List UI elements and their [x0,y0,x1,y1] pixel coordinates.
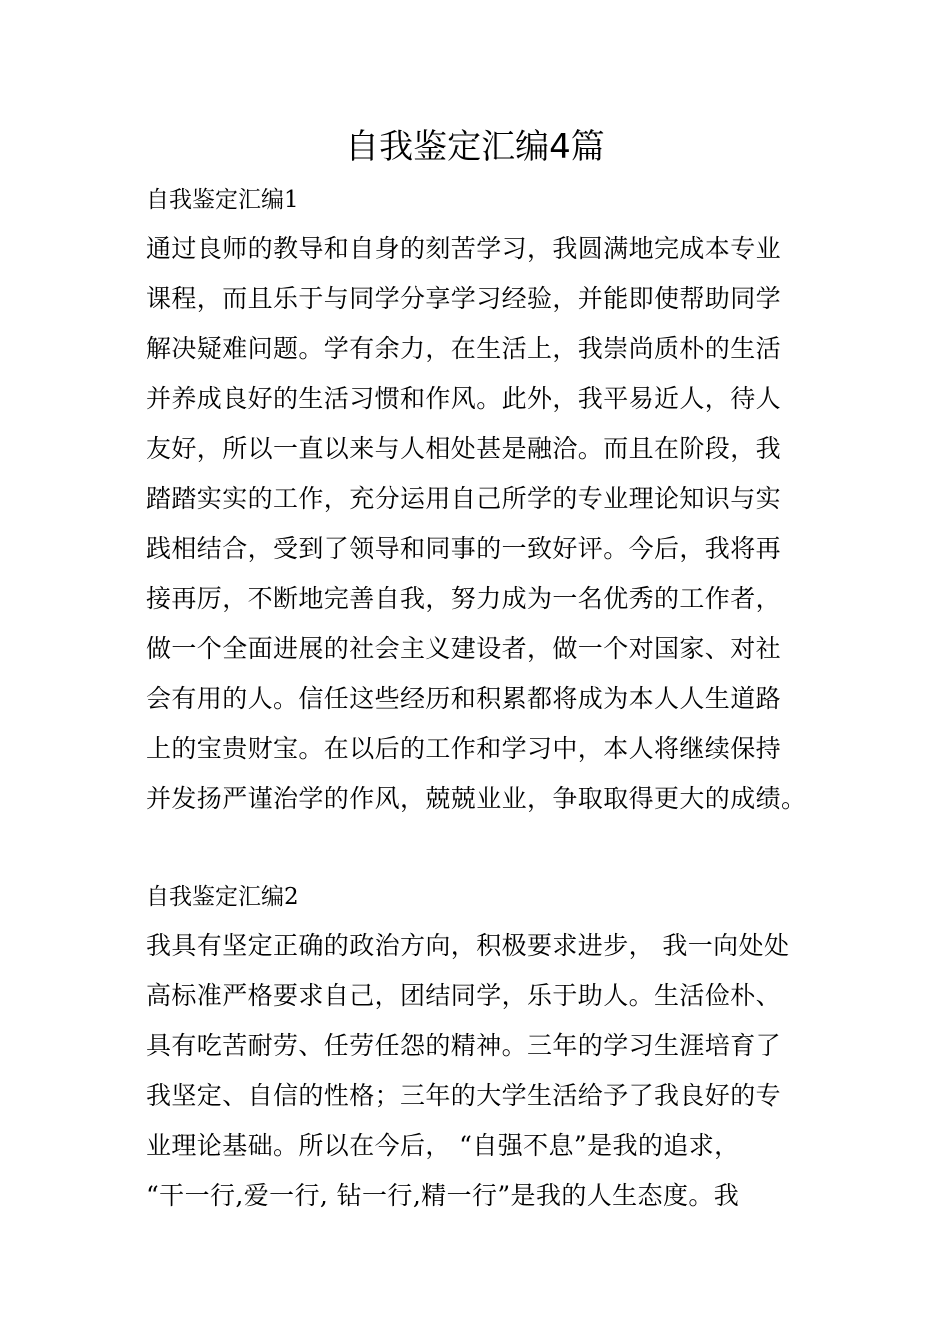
paragraph-line: 上的宝贵财宝。在以后的工作和学习中，本人将继续保持 [146,734,782,763]
paragraph-line: 接再厉，不断地完善自我，努力成为一名优秀的工作者， [146,584,782,613]
section-heading-1: 自我鉴定汇编1 [146,187,299,213]
paragraph-line: 友好，所以一直以来与人相处甚是融洽。而且在阶段，我 [146,434,782,463]
paragraph-line: 通过良师的教导和自身的刻苦学习，我圆满地完成本专业 [146,234,782,263]
paragraph-line: 踏踏实实的工作，充分运用自己所学的专业理论知识与实 [146,484,782,513]
paragraph-line: 解决疑难问题。学有余力，在生活上，我崇尚质朴的生活 [146,334,782,363]
paragraph-line: 并养成良好的生活习惯和作风。此外，我平易近人，待人 [146,384,782,413]
paragraph-line: 践相结合，受到了领导和同事的一致好评。今后，我将再 [146,534,782,563]
paragraph-line: 高标准严格要求自己，团结同学，乐于助人。生活俭朴、 [146,981,782,1010]
paragraph-line: 我坚定、自信的性格；三年的大学生活给予了我良好的专 [146,1081,782,1110]
section-heading-2: 自我鉴定汇编2 [146,884,299,910]
paragraph-line: 做一个全面进展的社会主义建设者，做一个对国家、对社 [146,634,782,663]
document-title: 自我鉴定汇编4篇 [345,127,605,167]
paragraph-line: 并发扬严谨治学的作风，兢兢业业，争取取得更大的成绩。 [146,784,806,813]
paragraph-line: 会有用的人。信任这些经历和积累都将成为本人人生道路 [146,684,782,713]
paragraph-line: 课程，而且乐于与同学分享学习经验，并能即使帮助同学 [146,284,782,313]
paragraph-line: 业理论基础。所以在今后， “自强不息”是我的追求， [146,1131,740,1160]
paragraph-line: 我具有坚定正确的政治方向，积极要求进步， 我一向处处 [146,931,790,960]
paragraph-line: “干一行,爱一行, 钻一行,精一行”是我的人生态度。我 [146,1181,740,1210]
paragraph-line: 具有吃苦耐劳、任劳任怨的精神。三年的学习生涯培育了 [146,1031,782,1060]
